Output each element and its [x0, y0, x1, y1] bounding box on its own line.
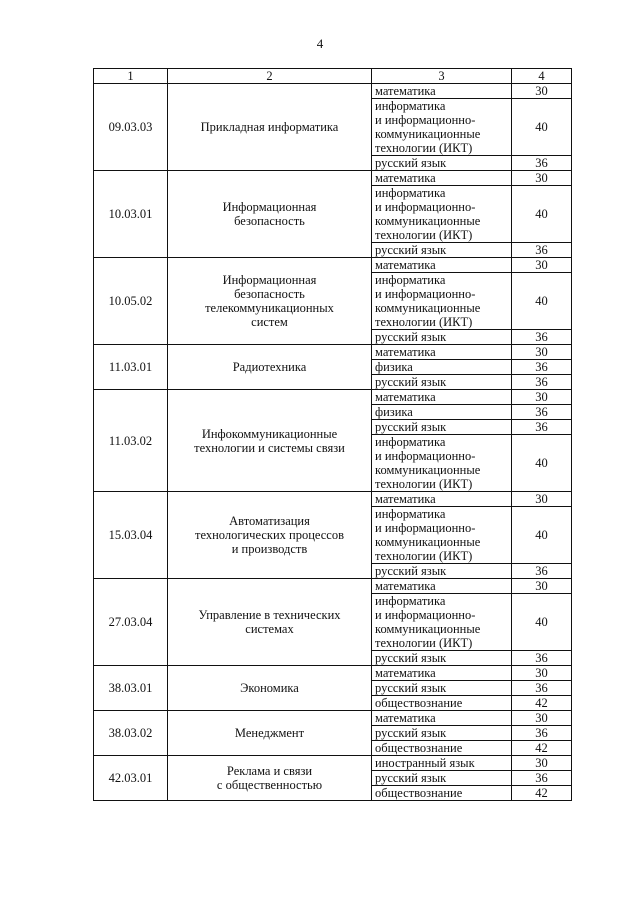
- min-score: 36: [512, 771, 572, 786]
- min-score: 36: [512, 156, 572, 171]
- min-score: 30: [512, 666, 572, 681]
- min-score: 30: [512, 579, 572, 594]
- subject-name: иностранный язык: [372, 756, 512, 771]
- subject-name: информатика и информационно- коммуникационные технологии (ИКТ): [372, 273, 512, 330]
- subject-name: русский язык: [372, 651, 512, 666]
- min-score: 40: [512, 186, 572, 243]
- min-score: 36: [512, 330, 572, 345]
- program-name: Информационная безопасность телекоммуникационных систем: [168, 258, 372, 345]
- table-row: [94, 666, 572, 681]
- min-score: 30: [512, 390, 572, 405]
- min-score: 42: [512, 786, 572, 801]
- header-cell: 1: [94, 69, 168, 84]
- program-name: Менеджмент: [168, 711, 372, 756]
- subject-name: информатика и информационно- коммуникационные технологии (ИКТ): [372, 507, 512, 564]
- min-score: 36: [512, 651, 572, 666]
- subject-name: математика: [372, 258, 512, 273]
- subject-name: математика: [372, 390, 512, 405]
- min-score: 30: [512, 345, 572, 360]
- min-score: 36: [512, 375, 572, 390]
- program-name: Радиотехника: [168, 345, 372, 390]
- subject-name: математика: [372, 345, 512, 360]
- subject-name: обществознание: [372, 741, 512, 756]
- program-name: Прикладная информатика: [168, 84, 372, 171]
- subject-name: информатика и информационно- коммуникационные технологии (ИКТ): [372, 99, 512, 156]
- subject-name: математика: [372, 492, 512, 507]
- table-row: [94, 84, 572, 99]
- table-row: [94, 390, 572, 405]
- program-name: Реклама и связи с общественностью: [168, 756, 372, 801]
- min-score: 36: [512, 681, 572, 696]
- subject-name: информатика и информационно- коммуникационные технологии (ИКТ): [372, 435, 512, 492]
- program-code: 11.03.01: [94, 345, 168, 390]
- min-score: 30: [512, 171, 572, 186]
- program-code: 11.03.02: [94, 390, 168, 492]
- subject-name: русский язык: [372, 330, 512, 345]
- min-score: 40: [512, 594, 572, 651]
- min-score: 36: [512, 564, 572, 579]
- min-score: 42: [512, 696, 572, 711]
- table-row: [94, 711, 572, 726]
- min-score: 42: [512, 741, 572, 756]
- min-score: 40: [512, 507, 572, 564]
- subject-name: русский язык: [372, 771, 512, 786]
- header-row: [94, 69, 572, 84]
- subject-name: физика: [372, 360, 512, 375]
- program-code: 10.05.02: [94, 258, 168, 345]
- program-code: 38.03.01: [94, 666, 168, 711]
- min-score: 30: [512, 711, 572, 726]
- program-name: Управление в технических системах: [168, 579, 372, 666]
- min-score: 36: [512, 243, 572, 258]
- subject-name: информатика и информационно- коммуникационные технологии (ИКТ): [372, 186, 512, 243]
- subject-name: математика: [372, 711, 512, 726]
- min-score: 36: [512, 405, 572, 420]
- header-cell: 2: [168, 69, 372, 84]
- program-code: 27.03.04: [94, 579, 168, 666]
- program-name: Экономика: [168, 666, 372, 711]
- page-number: 4: [316, 36, 324, 51]
- table-row: [94, 258, 572, 273]
- program-name: Автоматизация технологических процессов и производств: [168, 492, 372, 579]
- header-cell: 3: [372, 69, 512, 84]
- subject-name: русский язык: [372, 726, 512, 741]
- subject-name: русский язык: [372, 420, 512, 435]
- table-row: [94, 345, 572, 360]
- table-row: [94, 579, 572, 594]
- subject-name: русский язык: [372, 243, 512, 258]
- program-code: 42.03.01: [94, 756, 168, 801]
- min-score: 40: [512, 435, 572, 492]
- min-score: 30: [512, 756, 572, 771]
- subject-name: обществознание: [372, 786, 512, 801]
- min-score: 30: [512, 492, 572, 507]
- min-score: 36: [512, 360, 572, 375]
- program-code: 09.03.03: [94, 84, 168, 171]
- table-row: [94, 171, 572, 186]
- subject-name: физика: [372, 405, 512, 420]
- min-score: 40: [512, 273, 572, 330]
- min-score: 36: [512, 726, 572, 741]
- table-row: [94, 492, 572, 507]
- program-name: Информационная безопасность: [168, 171, 372, 258]
- min-score: 36: [512, 420, 572, 435]
- program-code: 10.03.01: [94, 171, 168, 258]
- table-body: [94, 84, 572, 801]
- subject-name: русский язык: [372, 375, 512, 390]
- subject-name: русский язык: [372, 564, 512, 579]
- admission-scores-table: [93, 68, 572, 801]
- min-score: 30: [512, 84, 572, 99]
- program-code: 15.03.04: [94, 492, 168, 579]
- subject-name: математика: [372, 84, 512, 99]
- subject-name: информатика и информационно- коммуникационные технологии (ИКТ): [372, 594, 512, 651]
- subject-name: русский язык: [372, 681, 512, 696]
- subject-name: обществознание: [372, 696, 512, 711]
- table-row: [94, 756, 572, 771]
- min-score: 30: [512, 258, 572, 273]
- subject-name: математика: [372, 579, 512, 594]
- program-name: Инфокоммуникационные технологии и системы связи: [168, 390, 372, 492]
- min-score: 40: [512, 99, 572, 156]
- subject-name: русский язык: [372, 156, 512, 171]
- program-code: 38.03.02: [94, 711, 168, 756]
- header-cell: 4: [512, 69, 572, 84]
- subject-name: математика: [372, 666, 512, 681]
- subject-name: математика: [372, 171, 512, 186]
